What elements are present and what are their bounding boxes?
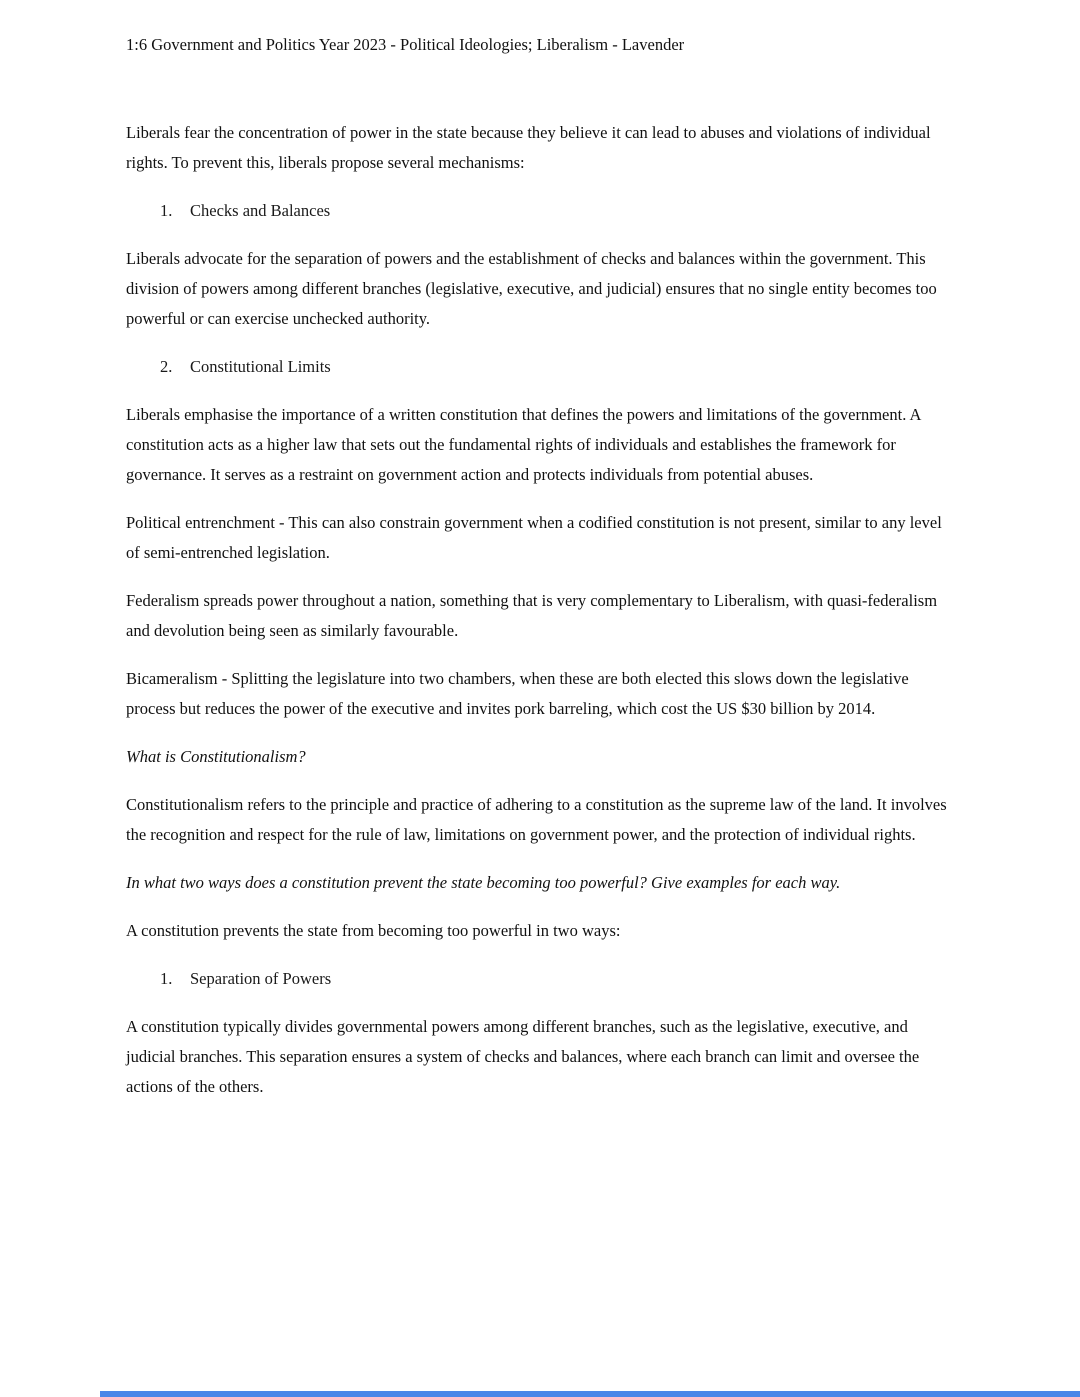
list-number: 2.	[160, 357, 173, 376]
list-number: 1.	[160, 969, 173, 988]
question-two-ways-constitution: In what two ways does a constitution prevent the state becoming too powerful? Give examples for each way.	[126, 873, 841, 892]
list-text: Checks and Balances	[190, 201, 331, 220]
document-header: 1:6 Government and Politics Year 2023 - Political Ideologies; Liberalism - Lavender	[126, 35, 685, 54]
paragraph-two-ways-intro: A constitution prevents the state from becoming too powerful in two ways:	[126, 921, 621, 940]
list-text: Constitutional Limits	[190, 357, 331, 376]
list-item-checks-and-balances	[126, 196, 956, 226]
question-what-is-constitutionalism: What is Constitutionalism?	[126, 747, 306, 766]
list-number: 1.	[160, 201, 173, 220]
list-item-separation-of-powers	[126, 964, 956, 994]
paragraph-constitutional-limits: Liberals emphasise the importance of a written constitution that defines the powers and limitations of the government. A constitution acts as a higher law that sets out the fundamental rights of individuals and establishes the framework for governance. It serves as a restraint on government action and protects individuals from potential abuses.	[126, 405, 921, 484]
paragraph-bicameralism: Bicameralism - Splitting the legislature into two chambers, when these are both elected this slows down the legislative process but reduces the power of the executive and invites pork barreling, which cost the US $30 billion by 2014.	[126, 669, 909, 718]
paragraph-intro: Liberals fear the concentration of power in the state because they believe it can lead to abuses and violations of individual rights. To prevent this, liberals propose several mechanisms:	[126, 123, 931, 172]
paragraph-federalism: Federalism spreads power throughout a nation, something that is very complementary to Liberalism, with quasi-federalism and devolution being seen as similarly favourable.	[126, 591, 938, 640]
paragraph-checks-and-balances: Liberals advocate for the separation of powers and the establishment of checks and balances within the government. This division of powers among different branches (legislative, executive, and judicial) ensures that no single entity becomes too powerful or can exercise unchecked authority.	[126, 249, 937, 328]
paragraph-political-entrenchment: Political entrenchment - This can also constrain government when a codified constitution is not present, similar to any level of semi-entrenched legislation.	[126, 513, 942, 562]
list-item-constitutional-limits	[126, 352, 956, 382]
paragraph-separation-of-powers: A constitution typically divides governmental powers among different branches, such as the legislative, executive, and judicial branches. This separation ensures a system of checks and balances, where each branch can limit and oversee the actions of the others.	[126, 1017, 920, 1096]
paragraph-constitutionalism-definition: Constitutionalism refers to the principle and practice of adhering to a constitution as the supreme law of the land. It involves the recognition and respect for the rule of law, limitations on government power, and the protection of individual rights.	[126, 795, 947, 844]
page-break-bar	[100, 1391, 1080, 1397]
list-text: Separation of Powers	[190, 969, 332, 988]
